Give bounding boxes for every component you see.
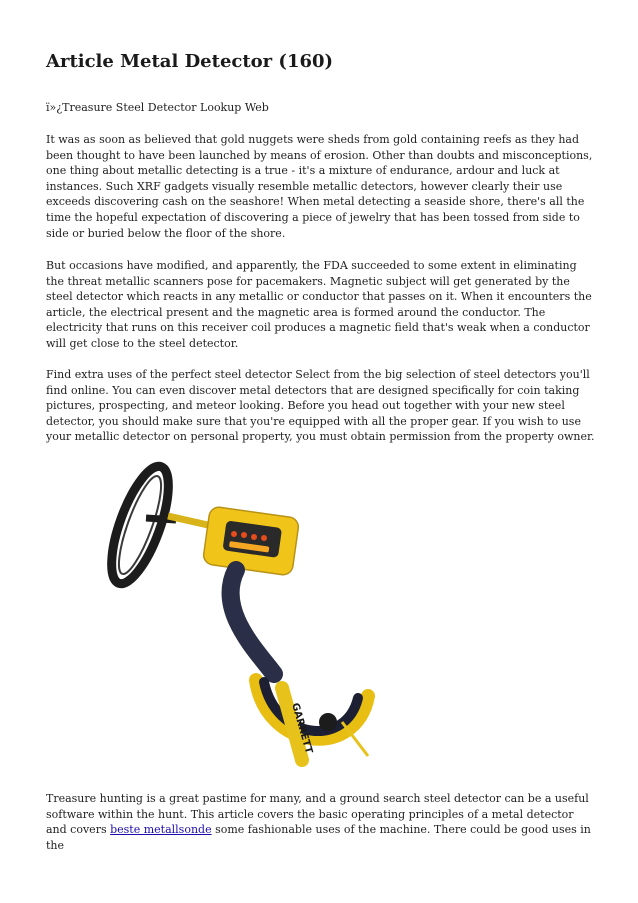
paragraph-1: It was as soon as believed that gold nuggets were sheds from gold containing reefs as they had been thought to have been launched by means of erosion. Other than doubts and misconceptions, one thing about metallic detecting is a true - it's a mixture of endurance, ardour and luck at instances. Such XRF gadgets visually resemble metallic detectors, however clearly their use exceeds discovering cash on the seashore! When metal detecting a seaside shore, there's all the time the hopeful expectation of discovering a piece of jewelry that has been tossed from side to side or buried below the floor of the shore. bbox=[46, 133, 593, 240]
paragraph-4-text-after: some fashionable uses of the machine. There could be good uses in the bbox=[46, 823, 591, 852]
paragraph-4-text-before: Treasure hunting is a great pastime for many, and a ground search steel detector can be a useful software within the hunt. This article covers the basic operating principles of a metal detector and covers bbox=[46, 792, 589, 837]
search-coil bbox=[106, 460, 180, 590]
metal-detector-image bbox=[106, 460, 396, 780]
paragraph-4 bbox=[46, 791, 597, 853]
paragraph-3: Find extra uses of the perfect steel detector Select from the big selection of steel detectors you'll find online. You can even discover metal detectors that are designed specifically for coin taking pictures, prospecting, and meteor looking. Before you head out together with your new steel detector, you should make sure that you're equipped with all the proper gear. If you wish to use your metallic detector on personal property, you must obtain permission from the property owner. bbox=[46, 368, 595, 444]
metal-detector-icon bbox=[106, 460, 396, 780]
lock-knob bbox=[319, 713, 337, 731]
handle-grip bbox=[231, 570, 274, 674]
page-title: Article Metal Detector (160) bbox=[46, 51, 334, 72]
brand-label: GARRETT bbox=[289, 701, 315, 755]
article-subtitle: ï»¿Treasure Steel Detector Lookup Web bbox=[46, 101, 269, 114]
paragraph-2: But occasions have modified, and apparently, the FDA succeeded to some extent in eliminating the threat metallic scanners pose for pacemakers. Magnetic subject will get generated by the steel detector which reacts in any metallic or conductor that passes on it. When it encounters the article, the electrical present and the magnetic area is formed around the conductor. The electricity that runs on this receiver coil produces a magnetic field that's weak when a conductor will get close to the steel detector. bbox=[46, 259, 592, 350]
beste-metallsonde-link[interactable]: beste metallsonde bbox=[110, 823, 212, 837]
